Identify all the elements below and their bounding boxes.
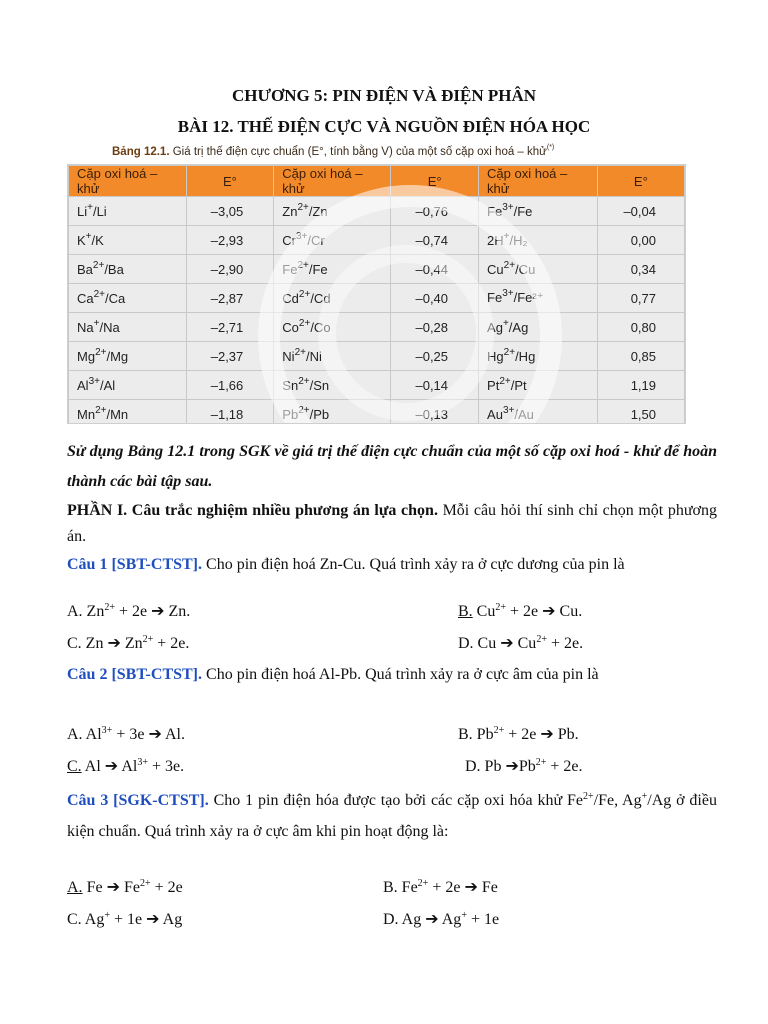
header-pair-3: Cặp oxi hoá – khử xyxy=(479,166,598,197)
potential-value-cell: –0,13 xyxy=(391,400,479,425)
question-2-label: Câu 2 [SBT-CTST]. xyxy=(67,666,203,683)
q3-option-d[interactable]: D. Ag ➔ Ag+ + 1e xyxy=(383,910,500,928)
potential-table xyxy=(68,165,685,424)
potential-value-cell: 1,19 xyxy=(597,371,684,400)
table-header-row xyxy=(69,166,685,197)
table-row xyxy=(69,371,685,400)
q3-option-a[interactable]: A. Fe ➔ $Fe^{2+} + 2e$ xyxy=(67,878,183,896)
part-1-title: PHẦN I. Câu trắc nghiệm nhiều phương án lựa chọn. xyxy=(67,502,438,519)
header-pair-1: Cặp oxi hoá – khử xyxy=(69,166,187,197)
header-pair-2: Cặp oxi hoá – khử xyxy=(274,166,391,197)
table-row xyxy=(69,342,685,371)
potential-value-cell: 0,80 xyxy=(597,313,684,342)
question-2-text: Cho pin điện hoá Al-Pb. Quá trình xảy ra ở cực âm của pin là xyxy=(202,666,599,683)
redox-pair-cell: $Al^{3+}/Al$ xyxy=(69,371,187,400)
q1-option-b[interactable]: B. $Cu^{2+} + 2e$ ➔ Cu. xyxy=(458,602,583,620)
redox-pair-cell: $Ca^{2+}/Ca$ xyxy=(69,284,187,313)
potential-value-cell: –0,28 xyxy=(391,313,479,342)
potential-value-cell: –1,18 xyxy=(186,400,274,425)
table-row xyxy=(69,284,685,313)
chapter-title: CHƯƠNG 5: PIN ĐIỆN VÀ ĐIỆN PHÂN xyxy=(231,86,537,105)
redox-pair-cell: $Au^{3+}/Au$ xyxy=(479,400,598,425)
question-3-label: Câu 3 [SGK-CTST]. xyxy=(67,792,209,809)
redox-pair-cell: Na+/Na xyxy=(69,313,187,342)
redox-pair-cell: Ag+/Ag xyxy=(479,313,598,342)
redox-pair-cell: $Cu^{2+}/Cu$ xyxy=(479,255,598,284)
potential-value-cell: 1,50 xyxy=(597,400,684,425)
redox-pair-cell: $Mg^{2+}/Mg$ xyxy=(69,342,187,371)
potential-value-cell: 0,00 xyxy=(597,226,684,255)
potential-value-cell: –0,44 xyxy=(391,255,479,284)
redox-pair-cell: 2H+/H₂ xyxy=(479,226,598,255)
header-e-3: E° xyxy=(597,166,684,197)
table-row xyxy=(69,400,685,425)
redox-pair-cell: $Zn^{2+}/Zn$ xyxy=(274,197,391,226)
redox-pair-cell: $Cr^{3+}/Cr$ xyxy=(274,226,391,255)
redox-pair-cell: Li+/Li xyxy=(69,197,187,226)
potential-value-cell: –2,37 xyxy=(186,342,274,371)
redox-pair-cell: $Fe^{3+}/Fe$ xyxy=(479,197,598,226)
table-body xyxy=(69,197,685,425)
potential-table-image xyxy=(67,164,686,424)
potential-value-cell: –2,90 xyxy=(186,255,274,284)
header-e-1: E° xyxy=(186,166,274,197)
q2-option-d[interactable]: D. Pb $➔Pb^{2+} + 2e$. xyxy=(465,757,583,775)
question-1 xyxy=(67,552,717,578)
q3-option-c[interactable]: C. Ag+ + 1e ➔ Ag xyxy=(67,910,183,928)
question-3-text-c: /Ag ở điều kiện chuẩn. Quá trình xảy ra ở cực âm khi pin hoạt động là: xyxy=(67,792,717,840)
q2-option-c[interactable]: C. Al ➔ $Al^{3+} + 3e$. xyxy=(67,757,185,775)
q2-option-b[interactable]: B. $Pb^{2+} + 2e$ ➔ Pb. xyxy=(458,725,579,743)
redox-pair-cell: $Fe^{2+}/Fe$ xyxy=(274,255,391,284)
potential-value-cell: –0,40 xyxy=(391,284,479,313)
potential-value-cell: –0,14 xyxy=(391,371,479,400)
potential-value-cell: –3,05 xyxy=(186,197,274,226)
table-row xyxy=(69,226,685,255)
question-3-text-b: /Fe, Ag xyxy=(593,792,642,809)
q3-option-b[interactable]: B. $Fe^{2+} + 2e$ ➔ Fe xyxy=(383,878,498,896)
table-caption-note: (*) xyxy=(546,144,555,151)
intro-text: Sử dụng Bảng 12.1 trong SGK về giá trị thế điện cực chuẩn của một số cặp oxi hoá - khử để hoàn thành các bài tập sau. xyxy=(67,443,717,490)
question-1-label: Câu 1 [SBT-CTST]. xyxy=(67,556,203,573)
potential-value-cell: –0,04 xyxy=(597,197,684,226)
table-row xyxy=(69,255,685,284)
redox-pair-cell: $Mn^{2+}/Mn$ xyxy=(69,400,187,425)
redox-pair-cell: $Sn^{2+}/Sn$ xyxy=(274,371,391,400)
potential-value-cell: –1,66 xyxy=(186,371,274,400)
potential-value-cell: 0,34 xyxy=(597,255,684,284)
question-3-text-a: Cho 1 pin điện hóa được tạo bởi các cặp oxi hóa khử Fe xyxy=(208,792,583,809)
part-1-heading xyxy=(67,498,717,550)
potential-value-cell: 0,77 xyxy=(597,284,684,313)
question-3: Câu 3 [SGK-CTST]. Cho 1 pin điện hóa được tạo bởi các cặp oxi hóa khử $Fe^{2+}/Fe$, Ag+/Ag ở điều kiện chuẩn. Quá trình xảy ra ở cực âm khi pin hoạt động là: xyxy=(67,791,717,840)
redox-pair-cell: $Fe^{3+}/Fe^{2+}$ xyxy=(479,284,598,313)
question-2 xyxy=(67,660,717,690)
potential-value-cell: –2,71 xyxy=(186,313,274,342)
potential-value-cell: –0,76 xyxy=(391,197,479,226)
table-caption-text: Giá trị thế điện cực chuẩn (E°, tính bằng V) của một số cặp oxi hoá – khử xyxy=(172,146,547,158)
q1-option-a[interactable]: A. $Zn^{2+} + 2e$ ➔ Zn. xyxy=(67,602,191,620)
redox-pair-cell: $Hg^{2+}/Hg$ xyxy=(479,342,598,371)
q2-option-a[interactable]: A. $Al^{3+} + 3e$ ➔ Al. xyxy=(67,725,185,743)
redox-pair-cell: $Ni^{2+}/Ni$ xyxy=(274,342,391,371)
table-row xyxy=(69,313,685,342)
lesson-title: BÀI 12. THẾ ĐIỆN CỰC VÀ NGUỒN ĐIỆN HÓA HỌC xyxy=(177,117,591,136)
question-1-text: Cho pin điện hoá Zn-Cu. Quá trình xảy ra ở cực dương của pin là xyxy=(202,556,625,573)
redox-pair-cell: $Cd^{2+}/Cd$ xyxy=(274,284,391,313)
header-e-2: E° xyxy=(391,166,479,197)
potential-value-cell: 0,85 xyxy=(597,342,684,371)
potential-value-cell: –0,25 xyxy=(391,342,479,371)
redox-pair-cell: K+/K xyxy=(69,226,187,255)
potential-value-cell: –0,74 xyxy=(391,226,479,255)
q1-option-d[interactable]: D. Cu ➔ $Cu^{2+} + 2e$. xyxy=(458,634,584,652)
redox-pair-cell: $Ba^{2+}/Ba$ xyxy=(69,255,187,284)
redox-pair-cell: $Pt^{2+}/Pt$ xyxy=(479,371,598,400)
table-row xyxy=(69,197,685,226)
table-caption xyxy=(112,146,554,158)
potential-value-cell: –2,93 xyxy=(186,226,274,255)
potential-value-cell: –2,87 xyxy=(186,284,274,313)
table-caption-label: Bảng 12.1. xyxy=(112,146,170,158)
redox-pair-cell: $Pb^{2+}/Pb$ xyxy=(274,400,391,425)
redox-pair-cell: $Co^{2+}/Co$ xyxy=(274,313,391,342)
part-1-instruction: Mỗi câu hỏi thí sinh chỉ chọn một phương án. xyxy=(67,502,718,545)
q1-option-c[interactable]: C. Zn ➔ $Zn^{2+} + 2e$. xyxy=(67,634,190,652)
